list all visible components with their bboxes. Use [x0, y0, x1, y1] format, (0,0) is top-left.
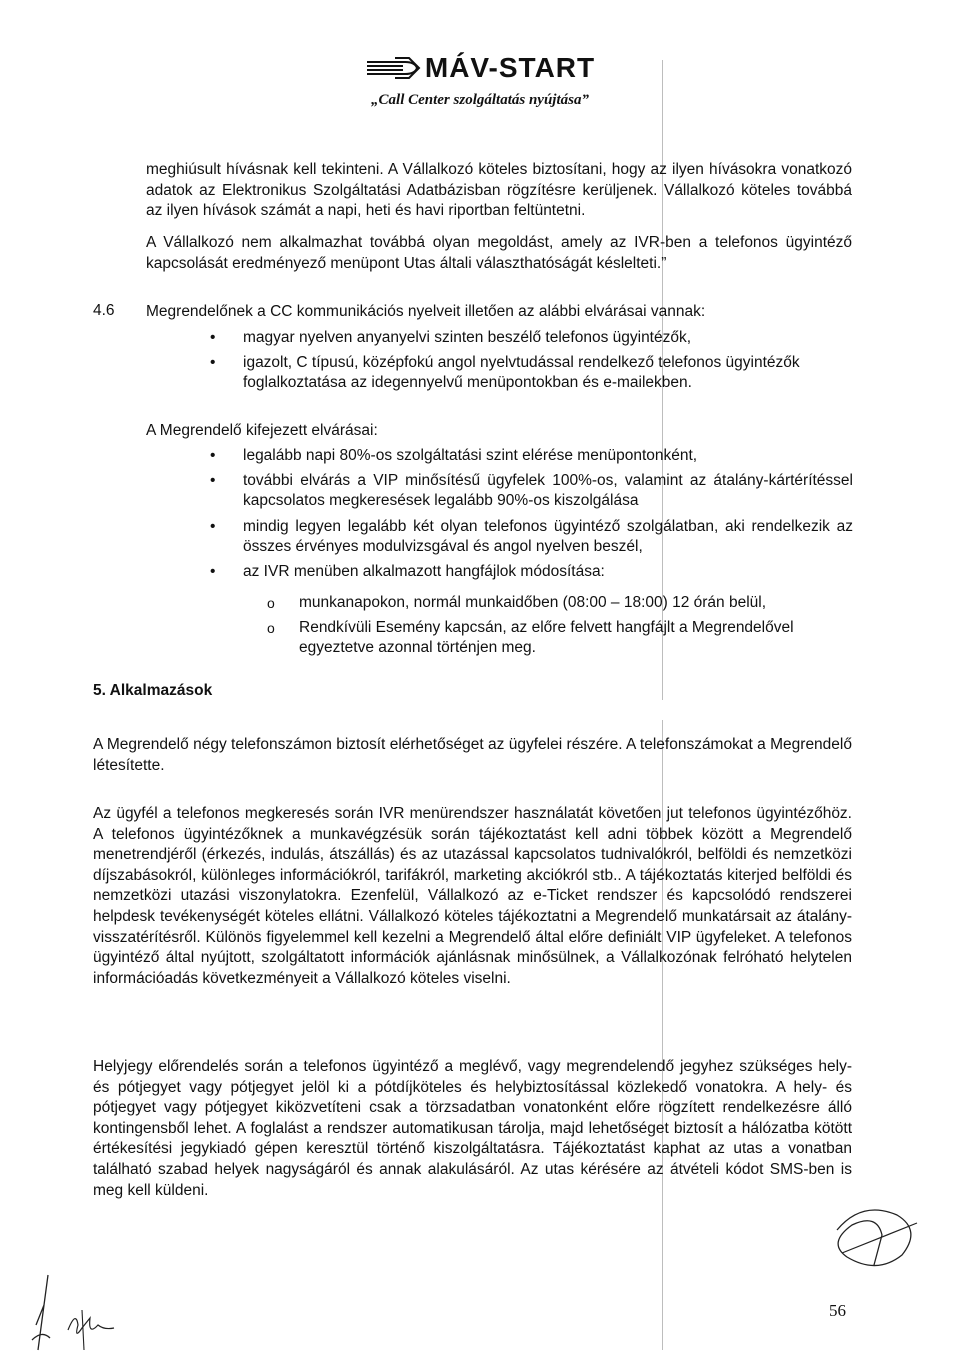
expectations-list: [243, 446, 853, 583]
document-header: [0, 52, 960, 109]
signature: [18, 1270, 138, 1355]
sub-list-item: o Rendkívüli Esemény kapcsán, az előre felvett hangfájlt a Megrendelővel egyeztetve azonnal történjen meg.: [299, 618, 854, 659]
paragraph: A Megrendelő négy telefonszámon biztosít elérhetőséget az ügyfelei részére. A telefonszámokat a Megrendelő létesítette.: [93, 736, 852, 774]
page-number: 56: [829, 1301, 846, 1320]
section-number: 4.6: [93, 302, 115, 319]
handwritten-mark: [822, 1195, 932, 1280]
list-item: • az IVR menüben alkalmazott hangfájlok módosítása:: [243, 562, 853, 583]
paragraph: Helyjegy előrendelés során a telefonos ügyintéző a meglévő, vagy megrendelendő jegyhez szükséges hely- és pótjegyet vagy pótjegyet jelöl ki a pótdíjköteles és helybiztosítással közlekedő vonatokra. A hely- és pótjegyet vagy pótjegyet kiközvetíteni csak a törzsadatban vonatonként előre rögzített rendelkezésre álló kontingensből lehet. A foglalást a rendszer automatikusan tárolja, majd lehetőséget biztosít a hálózatba kötött értékesítési jegykiadó gépen keresztül történő kiszolgáltatásra. Tájékoztatást kaphat az utas a vonatban található szabad helyek nagyságáról és annak alakulásáról. Az utas kérésére az átvételi kódot SMS-ben is meg kell küldeni.: [93, 1058, 852, 1199]
ivr-sublist: [299, 593, 854, 659]
list-item: • igazolt, C típusú, középfokú angol nyelvtudással rendelkező telefonos ügyintézők foglalkoztatása az idegennyelvű menüpontokban és e-mailekben.: [243, 353, 853, 394]
list-item: • legalább napi 80%-os szolgáltatási szint elérése menüpontonként,: [243, 446, 853, 467]
train-logo-icon: [365, 53, 421, 83]
logo-text: MÁV-START: [424, 52, 596, 83]
document-tagline: „Call Center szolgáltatás nyújtása”: [371, 92, 589, 108]
language-requirements-list: [243, 328, 853, 394]
sub-list-item: o munkanapokon, normál munkaidőben (08:00 – 18:00) 12 órán belül,: [299, 593, 854, 614]
paragraph: meghiúsult hívásnak kell tekinteni. A Vállalkozó köteles biztosítani, hogy az ilyen hívásokra vonatkozó adatok az Elektronikus Szolgáltatási Adatbázisban rögzítésre kerüljenek. Vállalkozó köteles továbbá az ilyen hívások számát a napi, heti és havi riportban feltüntetni.: [146, 161, 852, 220]
paragraph: Az ügyfél a telefonos megkeresés során IVR menürendszer használatát követően jut telefonos ügyintézőhöz. A telefonos ügyintézőknek a munkavégzésük során tájékoztatást kell adni többek között a Megrendelő menetrendjéről (érkezés, indulás, átszállás) és az utazással kapcsolatos tudnivalókról, belföldi és nemzetközi díjszabásokról, különleges információkról, tarifákról, marketing akciókról stb.. A tájékoztatás kiterjed belföldi és nemzetközi utazási viszonylatokra. Ezenfelül, Vállalkozó az e-Ticket rendszer és kapcsolódó rendszerei helpdesk tevékenységét köteles ellátni. Vállalkozó köteles tájékoztatni a Megrendelő munkatársait az átalány-visszatérítésről. Különös figyelemmel kell kezelni a Megrendelő által előre definiált VIP ügyfeleket. A telefonos ügyintéző által nyújtott, szolgáltatott információk ajánlásnak minősülnek, a Vállalkozónak felróható helytelen információadás következményeit a Vállalkozó köteles viselni.: [93, 805, 852, 987]
company-logo: [365, 52, 595, 84]
list-item: • mindig legyen legalább két olyan telefonos ügyintéző szolgálatban, aki rendelkezik az összes érvényes modulvizsgával és angol nyelven beszél,: [243, 517, 853, 558]
list-item: • további elvárás a VIP minősítésű ügyfelek 100%-os, valamint az átalány-kártérítéssel kapcsolatos megkeresések legalább 90%-os kiszolgálása: [243, 471, 853, 512]
expectations-heading: A Megrendelő kifejezett elvárásai:: [146, 422, 378, 439]
section-heading: 5. Alkalmazások: [93, 682, 213, 699]
paragraph: A Vállalkozó nem alkalmazhat továbbá olyan megoldást, amely az IVR-ben a telefonos ügyintéző kapcsolását eredményező menüpont Utas általi választhatóságát késlelteti.”: [146, 234, 852, 272]
list-item: • magyar nyelven anyanyelvi szinten beszélő telefonos ügyintézők,: [243, 328, 853, 349]
section-intro: Megrendelőnek a CC kommunikációs nyelveit illetően az alábbi elvárásai vannak:: [146, 303, 706, 320]
